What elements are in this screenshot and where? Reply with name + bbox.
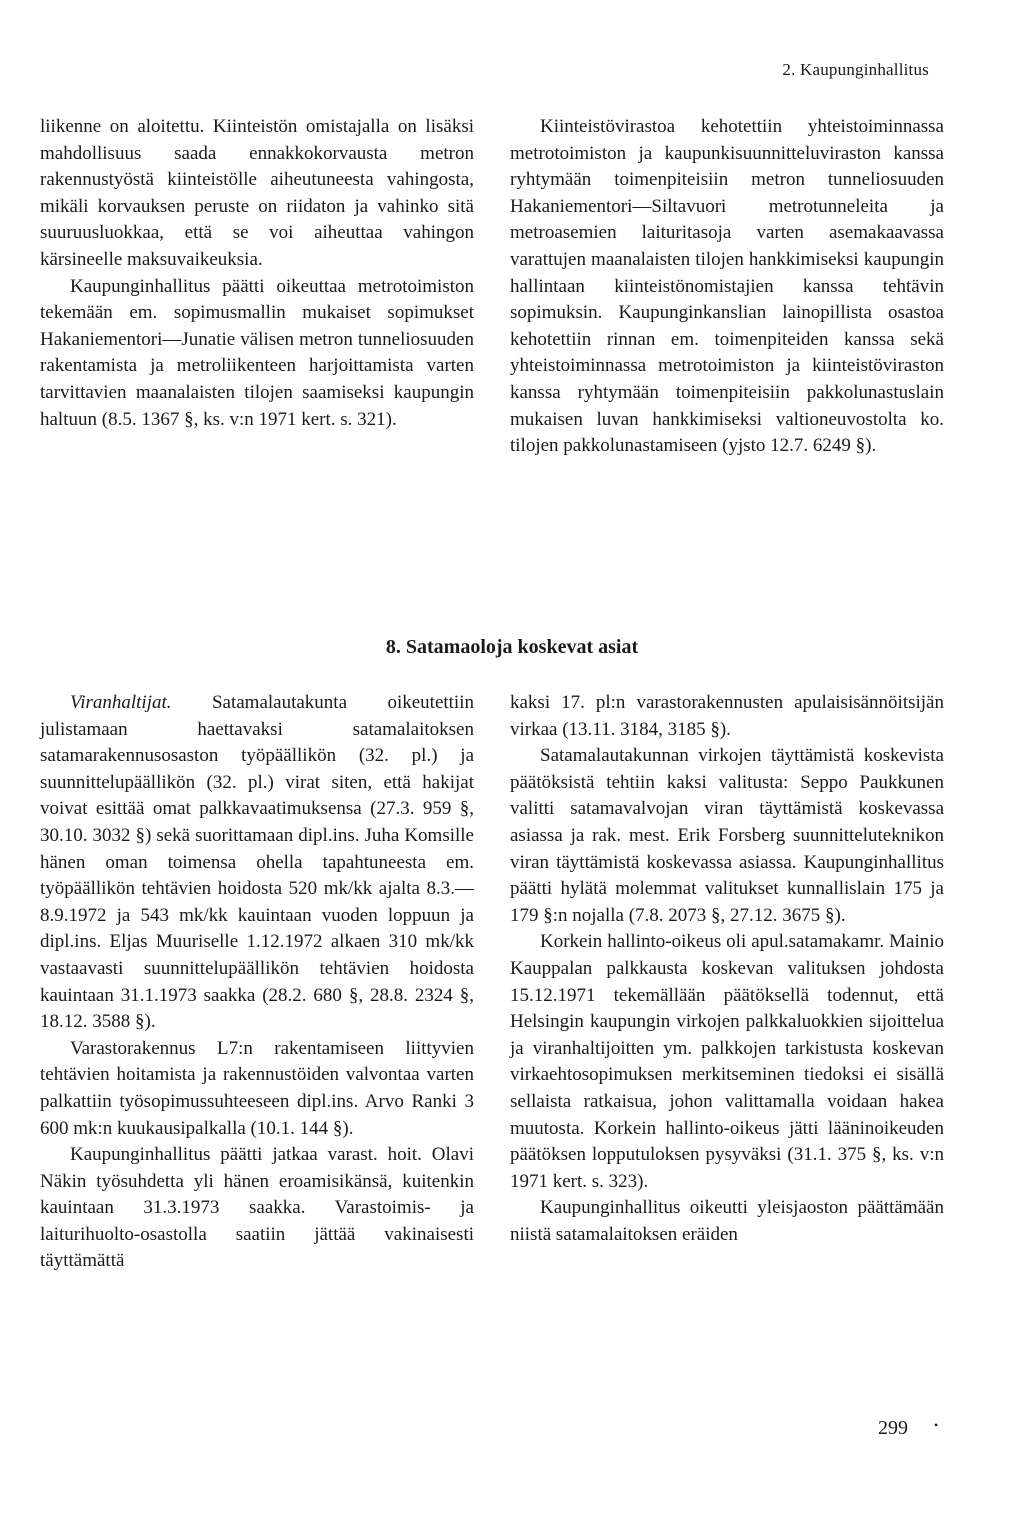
- paragraph: Kiinteistövirastoa kehotettiin yhteistoiminnassa metrotoimiston ja kaupunkisuunnitteluviraston kanssa ryhtymään toimenpiteisiin metron tunneliosuuden Hakaniementori—Siltavuori metrotunneleita ja metroasemien laituritasoja varten asemakaavassa varattujen maanalaisten tilojen hankkimiseksi kaupungin hallintaan kiinteistönomistajien kanssa tehtävin sopimuksin. Kaupunginkanslian lainopillista osastoa kehotettiin rinnan em. toimenpiteiden kanssa sekä yhteistoiminnassa metrotoimiston ja kiinteistöviraston kanssa ryhtymään toimenpiteisiin pakkolunastuslain mukaisen luvan hankkimiseksi valtioneuvostolta ko. tilojen pakkolunastamiseen (yjsto 12.7. 6249 §).: [510, 116, 944, 457]
- section-right-column: [510, 690, 944, 1248]
- paragraph: Kaupunginhallitus päätti oikeuttaa metrotoimiston tekemään em. sopimusmallin mukaiset sopimukset Hakaniementori—Junatie välisen metron tunneliosuuden rakentamista ja metroliikenteen harjoittamista varten tarvittavien maanalaisten tilojen saamiseksi kaupungin haltuun (8.5. 1367 §, ks. v:n 1971 kert. s. 321).: [40, 275, 474, 430]
- paragraph: Satamalautakunnan virkojen täyttämistä koskevista päätöksistä tehtiin kaksi valitusta: Seppo Paukkunen valitti satamavalvojan viran täyttämistä koskevassa asiassa ja rak. mest. Erik Forsberg suunnitteluteknikon viran täyttämistä koskevassa asiassa. Kaupunginhallitus päätti hylätä molemmat valitukset kunnallislain 175 ja 179 §:n nojalla (7.8. 2073 §, 27.12. 3675 §).: [510, 745, 944, 926]
- section-heading: 8. Satamaoloja koskevat asiat: [385, 636, 639, 658]
- top-left-column: [40, 114, 474, 433]
- paragraph: Korkein hallinto-oikeus oli apul.satamakamr. Mainio Kauppalan palkkausta koskevan valituksen johdosta 15.12.1971 tekemällään päätöksellä todennut, että Helsingin kaupungin virkojen palkkaluokkien sijoittelua ja viranhaltijoitten ym. palkkojen tarkistusta koskevan virkaehtosopimuksen merkitseminen tiedoksi ei sisällä sellaista ratkaisua, johon valittamalla voidaan hakea muutosta. Korkein hallinto-oikeus jätti lääninoikeuden päätöksen lopputuloksen pysyväksi (31.1. 375 §, ks. v:n 1971 kert. s. 323).: [510, 931, 944, 1192]
- page-mark: •: [934, 1418, 939, 1432]
- paragraph: liikenne on aloitettu. Kiinteistön omistajalla on lisäksi mahdollisuus saada ennakkokorvausta metron rakennustyöstä kiinteistölle aiheutuneesta vahingosta, mikäli korvauksen peruste on riidaton ja vahinko sitä suuruusluokkaa, että se voi aiheuttaa vahingon kärsineelle maksuvaikeuksia.: [40, 116, 474, 270]
- paragraph: Kaupunginhallitus oikeutti yleisjaoston päättämään niistä satamalaitoksen eräiden: [510, 1197, 944, 1245]
- page-number: 299: [878, 1417, 908, 1439]
- paragraph: [40, 690, 474, 1036]
- paragraph: Kaupunginhallitus päätti jatkaa varast. hoit. Olavi Näkin työsuhdetta yli hänen eroamisikänsä, kuitenkin kauintaan 31.3.1973 saakka. Varastoimis- ja laiturihuolto-osastolla saatiin jättää vakinaisesti täyttämättä: [40, 1144, 474, 1272]
- top-right-column: [510, 114, 944, 460]
- paragraph-text: Satamalautakunta oikeutettiin julistamaan haettavaksi satamalaitoksen satamarakennusosaston työpäällikön (32. pl.) ja suunnittelupäällikön (32. pl.) virat siten, että hakijat voivat esittää omat palkkavaatimuksensa (27.3. 959 §, 30.10. 3032 §) sekä suorittamaan dipl.ins. Juha Komsille hänen oman toimensa ohella tapahtuneesta em. työpäällikön tehtävien hoidosta 520 mk/kk ajalta 8.3.—8.9.1972 ja 543 mk/kk kauintaan vuoden loppuun ja dipl.ins. Eljas Muuriselle 1.12.1972 alkaen 310 mk/kk vastaavasti suunnittelupäällikön tehtävien hoidosta kauintaan 31.1.1973 saakka (28.2. 680 §, 28.8. 2324 §, 18.12. 3588 §).: [40, 692, 474, 1033]
- section-left-column: [40, 690, 474, 1275]
- running-header: 2. Kaupunginhallitus: [782, 60, 929, 79]
- paragraph: Varastorakennus L7:n rakentamiseen liittyvien tehtävien hoitamista ja rakennustöiden valvontaa varten palkattiin työsopimussuhteeseen dipl.ins. Arvo Ranki 3 600 mk:n kuukausipalkalla (10.1. 144 §).: [40, 1037, 474, 1139]
- paragraph: kaksi 17. pl:n varastorakennusten apulaisisännöitsijän virkaa (13.11. 3184, 3185 §).: [510, 692, 944, 740]
- paragraph-lead: Viranhaltijat.: [70, 692, 172, 713]
